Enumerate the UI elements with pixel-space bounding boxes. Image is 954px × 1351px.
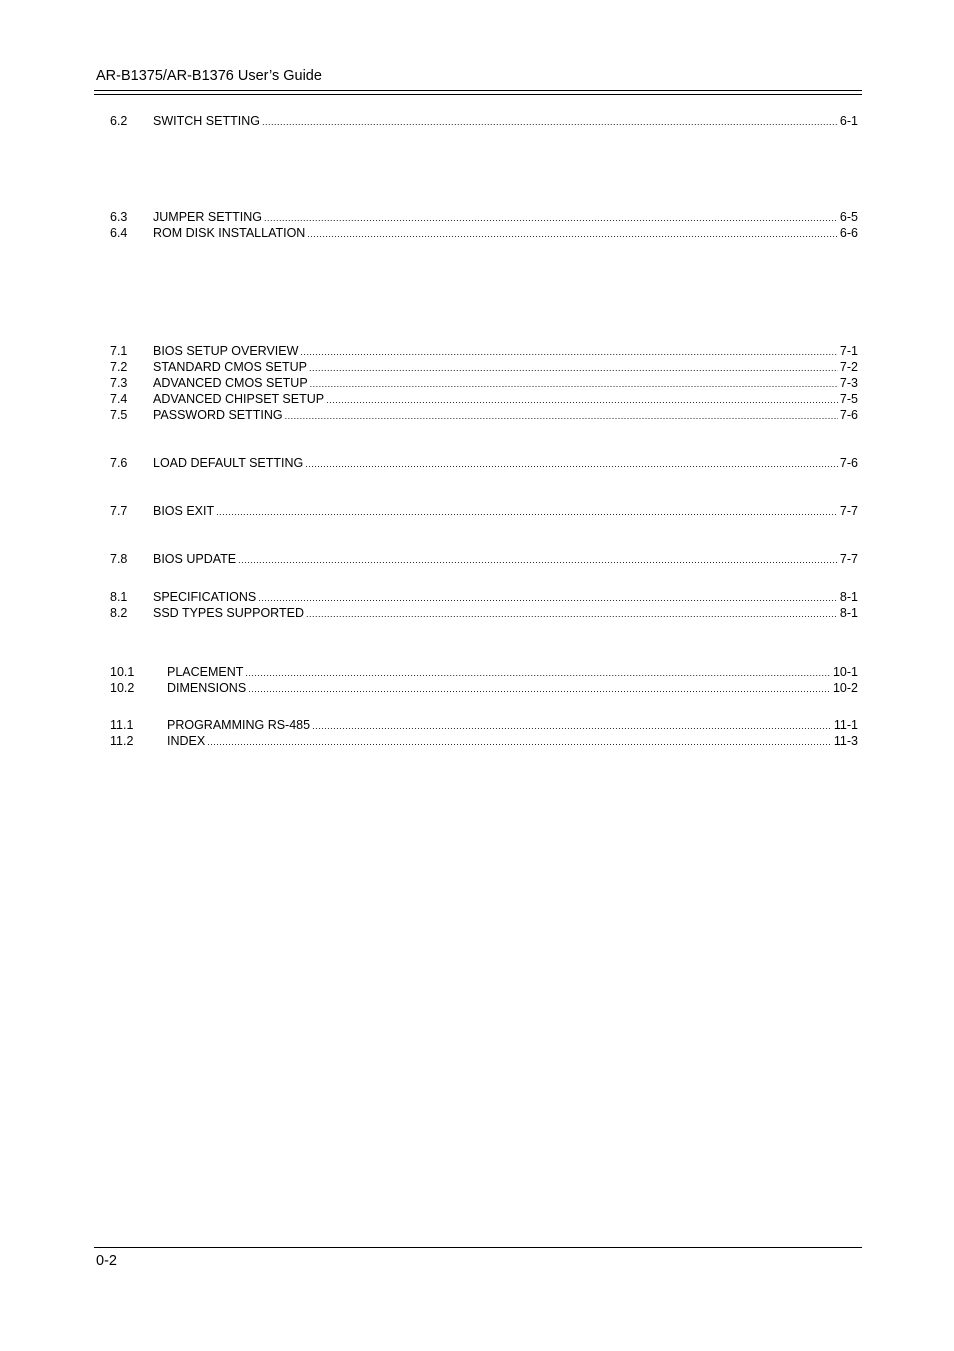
toc-page: 8-1: [839, 606, 858, 620]
toc-entry[interactable]: [110, 407, 858, 423]
toc-entry[interactable]: [110, 680, 858, 696]
toc-title: STANDARD CMOS SETUP: [153, 360, 307, 374]
page-header-title: AR-B1375/AR-B1376 User’s Guide: [96, 68, 322, 84]
toc-number: 8.1: [110, 590, 128, 604]
toc-number: 7.6: [110, 456, 128, 470]
dot-leader: [248, 681, 831, 697]
toc-entry[interactable]: [110, 359, 858, 375]
toc-number: 7.8: [110, 552, 128, 566]
toc-number: 8.2: [110, 606, 128, 620]
toc-page: 11-1: [833, 718, 858, 732]
toc-page: 8-1: [839, 590, 858, 604]
dot-leader: [307, 226, 838, 242]
toc-entry[interactable]: [110, 717, 858, 733]
toc-number: 7.4: [110, 392, 128, 406]
toc-title: PLACEMENT: [167, 665, 244, 679]
header-rule: [94, 90, 862, 91]
dot-leader: [207, 734, 832, 750]
dot-leader: [309, 360, 838, 376]
toc-page: 7-5: [839, 392, 858, 406]
toc-page: 7-1: [839, 344, 858, 358]
toc-number: 10.1: [110, 665, 135, 679]
dot-leader: [245, 665, 831, 681]
toc-title: SWITCH SETTING: [153, 114, 260, 128]
toc-entry[interactable]: [110, 551, 858, 567]
toc-title: LOAD DEFAULT SETTING: [153, 456, 304, 470]
toc-page: 7-6: [839, 456, 858, 470]
toc-entry[interactable]: [110, 209, 858, 225]
toc-title: DIMENSIONS: [167, 681, 247, 695]
toc-entry[interactable]: [110, 225, 858, 241]
toc-entry[interactable]: [110, 455, 858, 471]
toc-title: SSD TYPES SUPPORTED: [153, 606, 304, 620]
toc-title: BIOS SETUP OVERVIEW: [153, 344, 299, 358]
toc-entry[interactable]: [110, 113, 858, 129]
toc-title: PASSWORD SETTING: [153, 408, 283, 422]
toc-title: PROGRAMMING RS-485: [167, 718, 311, 732]
dot-leader: [262, 114, 838, 130]
toc-page: 7-7: [839, 552, 858, 566]
toc-title: INDEX: [167, 734, 206, 748]
dot-leader: [326, 392, 838, 408]
toc-page: 10-2: [832, 681, 858, 695]
dot-leader: [285, 408, 838, 424]
toc-number: 6.3: [110, 210, 128, 224]
header-rule-secondary: [94, 94, 862, 95]
toc-title: JUMPER SETTING: [153, 210, 263, 224]
dot-leader: [300, 344, 838, 360]
toc-number: 11.2: [110, 734, 134, 748]
toc-number: 10.2: [110, 681, 135, 695]
toc-number: 7.7: [110, 504, 128, 518]
dot-leader: [312, 718, 832, 734]
dot-leader: [238, 552, 838, 568]
toc-entry[interactable]: [110, 343, 858, 359]
toc-title: SPECIFICATIONS: [153, 590, 257, 604]
toc-entry[interactable]: [110, 664, 858, 680]
dot-leader: [306, 606, 838, 622]
toc-page: 10-1: [832, 665, 858, 679]
dot-leader: [216, 504, 838, 520]
toc-entry[interactable]: [110, 375, 858, 391]
dot-leader: [264, 210, 838, 226]
toc-page: 6-5: [839, 210, 858, 224]
toc-page: 7-7: [839, 504, 858, 518]
toc-page: 6-1: [839, 114, 858, 128]
footer-page-number: 0-2: [96, 1253, 117, 1269]
dot-leader: [258, 590, 838, 606]
toc-entry[interactable]: [110, 503, 858, 519]
toc-title: ADVANCED CHIPSET SETUP: [153, 392, 325, 406]
toc-number: 6.2: [110, 114, 128, 128]
toc-title: BIOS UPDATE: [153, 552, 237, 566]
toc-entry[interactable]: [110, 391, 858, 407]
toc-page: 7-3: [839, 376, 858, 390]
toc-page: 6-6: [839, 226, 858, 240]
toc-entry[interactable]: [110, 589, 858, 605]
toc-entry[interactable]: [110, 733, 858, 749]
toc-page: 7-2: [839, 360, 858, 374]
toc-number: 11.1: [110, 718, 134, 732]
toc-number: 7.5: [110, 408, 128, 422]
dot-leader: [310, 376, 838, 392]
dot-leader: [305, 456, 838, 472]
toc-title: ADVANCED CMOS SETUP: [153, 376, 308, 390]
toc-number: 7.2: [110, 360, 128, 374]
toc-number: 7.1: [110, 344, 128, 358]
footer-rule: [94, 1247, 862, 1248]
toc-page: 7-6: [839, 408, 858, 422]
toc-entry[interactable]: [110, 605, 858, 621]
toc-number: 7.3: [110, 376, 128, 390]
toc-number: 6.4: [110, 226, 128, 240]
toc-title: BIOS EXIT: [153, 504, 215, 518]
toc-title: ROM DISK INSTALLATION: [153, 226, 306, 240]
toc-page: 11-3: [833, 734, 858, 748]
